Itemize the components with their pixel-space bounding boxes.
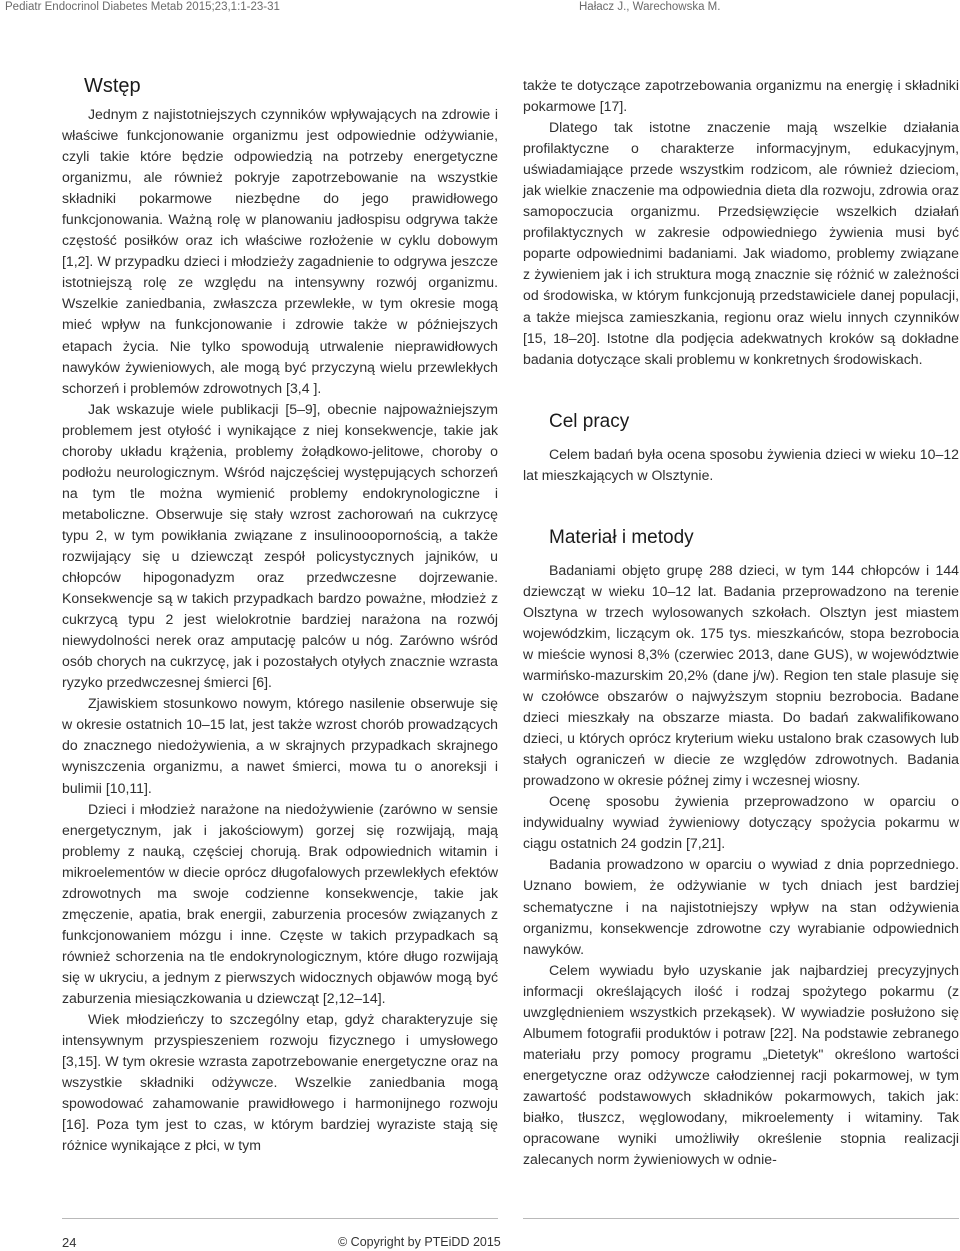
left-column	[62, 74, 498, 1156]
paragraph: Wiek młodzieńczy to szczególny etap, gdyż charakteryzuje się intensywnym przyspieszeniem rozwoju fizycznego i umysłowego [3,15]. W tym okresie wzrasta zapotrzebowanie energetyczne oraz na wszystkie składniki odżywcze. Wszelkie zaniedbania mogą spowodować zahamowanie prawidłowego i harmonijnego rozwoju [16]. Poza tym jest to czas, w którym bardziej wyraziste stają się różnice wynikające z płci, w tym	[62, 1011, 498, 1154]
paragraph: Jednym z najistotniejszych czynników wpływających na zdrowie i właściwe funkcjonowanie organizmu jest odpowiednie odżywianie, czyli takie które będzie odpowiedzią na potrzeby energetyczne organizmu, ale również pokryje zapotrzebowanie na wszystkie składniki pokarmowe niezbędne do jego prawidłowego funkcjonowania. Ważną rolę w planowaniu jadłospisu odgrywa także częstość posiłków oraz ich właściwe rozłożenie w cyklu dobowym [1,2]. W przypadku dzieci i młodzieży zagadnienie to odgrywa jeszcze istotniejszą rolę ze względu na intensywny rozwój organizmu. Wszelkie zaniedbania, zwłaszcza przewlekłe, w tym okresie mogą mieć wpływ na funkcjonowanie i zdrowie także w późniejszych etapach życia. Nie tylko spowodują utrwalenie nieprawidłowych nawyków żywieniowych, ale mogą być przyczyną wielu przewlekłych schorzeń i problemów zdrowotnych [3,4 ].	[62, 106, 498, 396]
section-title-aim: Cel pracy	[549, 410, 630, 432]
paragraph: Zjawiskiem stosunkowo nowym, którego nasilenie obserwuje się w okresie ostatnich 10–15 lat, jest także wzrost chorób prowadzących do znacznego niedożywienia, a w skrajnych przypadkach skrajnego wyniszczenia organizmu, a nawet śmierci, mowa tu o anoreksji i bulimii [10,11].	[62, 695, 498, 796]
paragraph: Dlatego tak istotne znaczenie mają wszelkie działania profilaktyczne o charakterze informacyjnym, edukacyjnym, uświadamiające przede wszystkim rodzicom, ale również dzieciom, jak wielkie znaczenie ma odpowiednia dieta dla rozwoju, zdrowia oraz samopoczucia organizmu. Przedsięwzięcie wszelkich działań profilaktycznych w zakresie odpowiedniego żywienia musi być poparte odpowiednimi badaniami. Jak wiadomo, problemy związane z żywieniem jak i ich struktura mogą znacznie się różnić w zależności od środowiska, w którym funkcjonują przedstawiciele danej populacji, a także miejsca zamieszkania, regionu oraz wielu innych czynników [15, 18–20]. Istotne dla podjęcia adekwatnych kroków są dokładne badania dotyczące skali problemu w konkretnych środowiskach.	[523, 119, 959, 367]
paragraph: Celem wywiadu było uzyskanie jak najbardziej precyzyjnych informacji określających ilość i rodzaj spożytego pokarmu (z uwzględnieniem wszystkich przekąsek). W wywiadzie posłużono się Albumem fotografii produktów i potraw [22]. Na podstawie zebranego materiału przy pomocy programu „Dietetyk" określono wartości energetyczne oraz odżywcze całodziennej racji pokarmowej, w tym zawartość podstawowych składników pokarmowych, takich jak: białko, tłuszcz, węglowodany, mikroelementy i witaminy. Tak opracowane wyniki umożliwiły określenie stopnia realizacji zalecanych norm żywieniowych w odnie-	[523, 961, 959, 1168]
page-number: 24	[62, 1235, 77, 1250]
section-title-intro: Wstęp	[84, 75, 141, 97]
paragraph: Celem badań była ocena sposobu żywienia dzieci w wieku 10–12 lat mieszkających w Olsztynie.	[523, 445, 959, 483]
footer-divider-left	[62, 1218, 498, 1219]
footer-divider-right	[523, 1218, 959, 1219]
paragraph: także te dotyczące zapotrzebowania organizmu na energię i składniki pokarmowe [17].	[523, 77, 959, 115]
running-header	[0, 0, 960, 16]
paragraph: Badania prowadzono w oparciu o wywiad z dnia poprzedniego. Uznano bowiem, że odżywianie w tych dniach jest bardziej schematyczne i na najistotniejszy wpływ na stan odżywienia organizmu, konsekwencje zdrowotne czy wyrabianie odpowiednich nawyków.	[523, 856, 959, 957]
paragraph: Ocenę sposobu żywienia przeprowadzono w oparciu o indywidualny wywiad żywieniowy dotyczący spożycia pokarmu w ciągu ostatnich 24 godzin [7,21].	[523, 793, 959, 852]
authors: Hałacz J., Warechowska M.	[579, 1, 721, 13]
copyright-notice: © Copyright by PTEiDD 2015	[338, 1235, 501, 1249]
paragraph: Jak wskazuje wiele publikacji [5–9], obecnie najpoważniejszym problemem jest otyłość i wynikające z niej konsekwencje, takie jak choroby układu krążenia, problemy żołądkowo-jelitowe, choroby o podłożu neurologicznym. Wśród najczęściej występujących schorzeń na tym tle można wymienić problemy endokrynologiczne i metaboliczne. Obserwuje się stały wzrost zachorowań na cukrzycę typu 2, w tym powikłania związane z insulinooopornością, a także rozwijający się u dziewcząt zespół policystycznych jajników, u chłopców hipogonadyzm oraz przedwczesne dojrzewanie. Konsekwencje są w takich przypadkach bardzo poważne, młodzież z cukrzycą typu 2 jest wielokrotnie bardziej narażona na rozwój niewydolności nerek oraz amputację palców u nóg. Zarówno wśród osób chorych na cukrzycę, jak i pozostałych otyłych znacznie wzrasta ryzyko przedwczesnej śmierci [6].	[62, 400, 498, 691]
section-title-methods: Materiał i metody	[549, 526, 694, 548]
paragraph: Badaniami objęto grupę 288 dzieci, w tym 144 chłopców i 144 dziewcząt w wieku 10–12 lat. Badania przeprowadzono na terenie Olsztyna w trzech wylosowanych szkołach. Olsztyn jest miastem wojewódzkim, liczącym ok. 175 tys. mieszkańców, stopa bezrobocia w mieście wynosi 8,3% (czerwiec 2013, dane GUS), w województwie warmińsko-mazurskim 20,2% (dane j/w). Region ten stale plasuje się w czołówce obszarów o najwyższym stopniu bezrobocia. Badane dzieci mieszkały na obszarze miasta. Do badań zakwalifikowano dzieci, u których oprócz kryterium wieku ustalono brak czasowych lub stałych ograniczeń w diecie ze względów zdrowotnych. Badania prowadzono w okresie późnej zimy i wczesnej wiosny.	[523, 561, 959, 789]
paragraph: Dzieci i młodzież narażone na niedożywienie (zarówno w sensie energetycznym, jak i jakościowym) gorzej się rozwijają, mają problemy z nauką, częściej chorują. Brak odpowiednich witamin i mikroelementów w diecie oprócz długofalowych przewlekłych efektów zdrowotnych ma swoje codzienne konsekwencje, takie jak zmęczenie, apatia, brak energii, zaburzenia procesów związanych z funkcjonowaniem mózgu i inne. Częste w takich przypadkach są również schorzenia na tle endokrynologicznym, które długo rozwijają się w ukryciu, a jednym z pierwszych widocznych objawów mogą być zaburzenia miesiączkowania u dziewcząt [2,12–14].	[62, 800, 498, 1006]
journal-citation: Pediatr Endocrinol Diabetes Metab 2015;23,1:1-23-31	[5, 1, 280, 13]
right-column	[523, 75, 959, 1170]
